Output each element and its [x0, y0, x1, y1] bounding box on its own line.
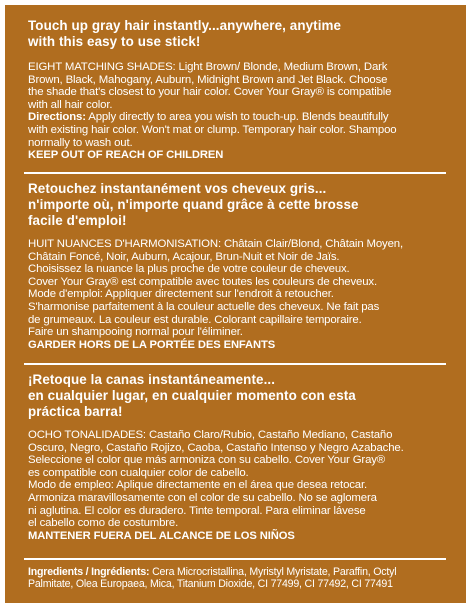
spanish-headline-line-1: ¡Retoque la canas instantáneamente... [28, 372, 276, 387]
french-headline-line-1: Retouchez instantanément vos cheveux gris... [28, 181, 327, 196]
french-body-line-7: de grumeaux. La couleur est durable. Colorant capillaire temporaire. [28, 313, 362, 326]
french-body-line-4: Cover Your Gray® est compatible avec toutes les couleurs de cheveux. [28, 275, 377, 288]
spanish-section [28, 372, 442, 542]
spanish-body-line-1: OCHO TONALIDADES: Castaño Claro/Rubio, Castaño Mediano, Castaño [28, 429, 393, 441]
ingredients-section [28, 566, 442, 591]
spanish-body-line-7: ni aglutina. El color es duradero. Tinte temporal. Para eliminar lávese [28, 504, 366, 517]
french-body-text [28, 238, 442, 339]
ingredients-text [28, 566, 442, 591]
spanish-body-text [28, 429, 442, 530]
english-warning: KEEP OUT OF REACH OF CHILDREN [28, 149, 224, 162]
english-directions-line-1: Apply directly to area you wish to touch-up. Blends beautifully [85, 111, 389, 124]
english-section [28, 18, 442, 162]
spanish-body-line-2: Oscuro, Negro, Castaño Rojizo, Caoba, Castaño Intenso y Negro Azabache. [28, 441, 404, 454]
english-shades-text [28, 61, 442, 111]
section-divider-2 [24, 363, 446, 365]
english-headline-line-2: with this easy to use stick! [28, 34, 201, 49]
french-body-line-8: Faire un shampooing normal pour l'éliminer. [28, 326, 243, 339]
english-shades-line-3: the shade that's closest to your hair color. Cover Your Gray® is compatible [28, 86, 392, 99]
french-body-line-6: S'harmonise parfaitement à la couleur actuelle des cheveux. Ne fait pas [28, 300, 380, 313]
spanish-warning: MANTENER FUERA DEL ALCANCE DE LOS NIÑOS [28, 529, 295, 542]
section-divider-3 [24, 558, 446, 560]
section-divider-1 [24, 172, 446, 174]
french-headline [28, 181, 442, 229]
english-directions-text [28, 111, 442, 149]
english-shades-line-4: with all hair color. [28, 98, 113, 111]
spanish-headline-line-3: práctica barra! [28, 404, 123, 419]
english-directions-line-2: with existing hair color. Won't mat or clump. Temporary hair color. Shampoo [28, 123, 397, 136]
french-headline-line-3: facile d'emploi! [28, 213, 127, 228]
french-body-line-5: Mode d'emploi: Appliquer directement sur l'endroit à retoucher. [28, 288, 334, 301]
french-headline-line-2: n'importe où, n'importe quand grâce à cette brosse [28, 197, 359, 212]
ingredients-line-2: Palmitate, Olea Europaea, Mica, Titanium Dioxide, CI 77499, CI 77492, CI 77491 [28, 578, 393, 591]
spanish-body-line-4: es compatible con cualquier color de cabello. [28, 466, 249, 479]
ingredients-label: Ingredients / Ingrédients: [28, 566, 150, 578]
english-directions-line-3: normally to wash out. [28, 136, 133, 149]
ingredients-line-1: Cera Microcristallina, Myristyl Myristate, Paraffin, Octyl [149, 566, 397, 578]
directions-label: Directions: [28, 111, 86, 124]
spanish-headline-line-2: en cualquier lugar, en cualquier momento con esta [28, 388, 356, 403]
french-body-line-3: Choisissez la nuance la plus proche de votre couleur de cheveux. [28, 263, 350, 276]
spanish-body-line-3: Seleccione el color que más armoniza con su cabello. Cover Your Gray® [28, 454, 386, 467]
english-shades-line-2: Brown, Black, Mahogany, Auburn, Midnight Brown and Jet Black. Choose [28, 73, 388, 86]
spanish-headline [28, 372, 442, 420]
spanish-body-line-6: Armoniza maravillosamente con el color de su cabello. No se aglomera [28, 491, 377, 504]
french-body-line-2: Châtain Foncé, Noir, Auburn, Acajour, Brun-Nuit et Noir de Jaïs. [28, 250, 340, 263]
english-headline [28, 18, 442, 50]
french-body-line-1: HUIT NUANCES D'HARMONISATION: Châtain Clair/Blond, Châtain Moyen, [28, 238, 403, 250]
spanish-body-line-8: el cabello como de costumbre. [28, 517, 179, 530]
english-shades-line-1: EIGHT MATCHING SHADES: Light Brown/ Blonde, Medium Brown, Dark [28, 61, 388, 73]
english-headline-line-1: Touch up gray hair instantly...anywhere, anytime [28, 18, 342, 33]
french-section [28, 181, 442, 351]
french-warning: GARDER HORS DE LA PORTÉE DES ENFANTS [28, 338, 276, 351]
spanish-body-line-5: Modo de empleo: Aplique directamente en el área que desea retocar. [28, 479, 368, 492]
